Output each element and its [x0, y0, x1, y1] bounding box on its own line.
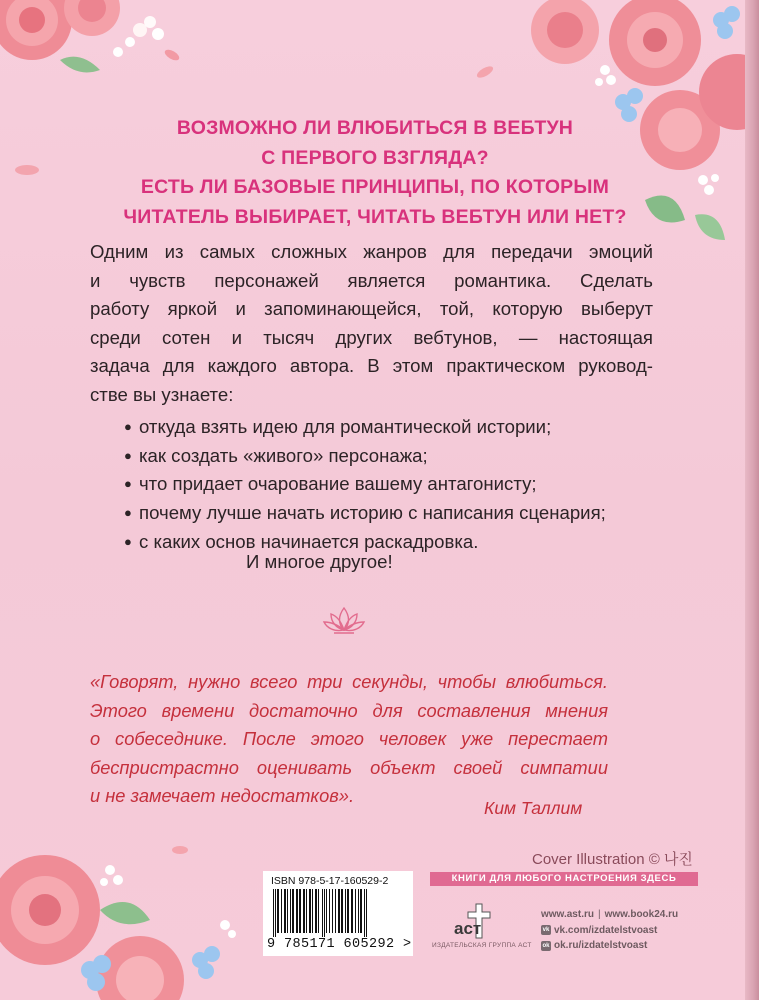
bullet-icon: ● [124, 476, 132, 492]
barcode-bar [309, 889, 311, 933]
barcode-bar [335, 889, 336, 933]
barcode-bar [355, 889, 356, 933]
quote-author: Ким Таллим [484, 798, 583, 818]
barcode-bar [273, 889, 274, 937]
paragraph-line: задача для каждого автора. В этом практическом руковод- [90, 355, 653, 377]
flowers-top-left-decoration [0, 0, 200, 90]
paragraph-line: работу яркой и запоминающейся, той, которую выберут [90, 298, 653, 320]
barcode-bar [326, 889, 327, 933]
barcode-digits: 9 785171 605292 > [267, 937, 412, 952]
headline [95, 114, 655, 232]
barcode-bar [347, 889, 349, 933]
paragraph-line: Одним из самых сложных жанров для передачи эмоций [90, 241, 653, 262]
barcode-bar [306, 889, 307, 933]
book-spine-edge [745, 0, 759, 1000]
flowers-bottom-left-decoration [0, 830, 270, 1000]
closing-line: И многое другое! [246, 551, 393, 572]
barcode-bar [303, 889, 305, 933]
link-book24[interactable]: www.book24.ru [604, 909, 679, 920]
barcode-bar [287, 889, 288, 933]
list-item: ● почему лучше начать историю с написания сценария; [124, 499, 644, 528]
cover-illustration-credit: Cover Illustration © 나진 [532, 851, 693, 868]
barcode-bar [292, 889, 294, 933]
lotus-icon [322, 604, 366, 636]
barcode-bar [366, 889, 367, 937]
barcode-bar [318, 889, 319, 933]
link-vk[interactable]: vk.com/izdatelstvoast [554, 924, 658, 936]
bullet-icon: ● [124, 533, 132, 549]
publisher-caption: ИЗДАТЕЛЬСКАЯ ГРУППА АСТ [432, 942, 532, 949]
link-ast[interactable]: www.ast.ru [541, 909, 594, 920]
barcode-bar [341, 889, 343, 933]
barcode-bar [299, 889, 301, 933]
barcode-bar [315, 889, 317, 933]
publisher-links [541, 907, 678, 954]
barcode-bar [358, 889, 359, 933]
barcode-bar [277, 889, 279, 933]
quote-line: о собеседнике. После этого человек уже перестает [90, 728, 608, 749]
description-paragraph [90, 238, 653, 410]
vk-icon: vk [542, 927, 550, 934]
barcode-bar [364, 889, 365, 937]
barcode-bar [324, 889, 325, 937]
topics-list [124, 413, 644, 557]
list-item: ● как создать «живого» персонажа; [124, 442, 644, 471]
barcode-bar [360, 889, 362, 933]
barcode-bar [296, 889, 298, 933]
barcode-bar [290, 889, 291, 933]
headline-line: ВОЗМОЖНО ЛИ ВЛЮБИТЬСЯ В ВЕБТУН [176, 117, 574, 139]
publisher-logo [452, 902, 494, 942]
bullet-icon: ● [124, 505, 132, 521]
paragraph-line: среди сотен и тысяч других вебтунов, — настоящая [90, 326, 653, 348]
list-item: ● с каких основ начинается раскадровка. [124, 528, 644, 557]
quote-line: «Говорят, нужно всего три секунды, чтобы влюбиться. [90, 671, 608, 692]
headline-line: ЧИТАТЕЛЬ ВЫБИРАЕТ, ЧИТАТЬ ВЕБТУН ИЛИ НЕТ? [123, 205, 627, 228]
quote-line: беспристрастно оценивать объект своей симпатии [90, 756, 608, 778]
barcode-bar [322, 889, 323, 937]
barcode-bar [275, 889, 276, 937]
isbn-barcode [263, 871, 413, 956]
quote-line: и не замечает недостатков». [90, 785, 355, 806]
quote-block [90, 668, 608, 811]
petal-left-decoration [12, 160, 42, 180]
barcode-bar [281, 889, 282, 933]
publisher-logo-text: аст [454, 919, 482, 938]
barcode-bar [351, 889, 353, 933]
isbn-label: ISBN 978-5-17-160529-2 [271, 875, 389, 887]
bullet-icon: ● [124, 419, 132, 434]
paragraph-line: и чувств персонажей является романтика. Сделать [90, 269, 653, 291]
barcode-bar [332, 889, 333, 933]
barcode-bar [329, 889, 330, 933]
barcode-bar [312, 889, 313, 933]
bullet-icon: ● [124, 447, 132, 463]
tagline-banner: КНИГИ ДЛЯ ЛЮБОГО НАСТРОЕНИЯ ЗДЕСЬ [430, 872, 698, 886]
barcode-bar [338, 889, 340, 933]
barcode-icon [271, 889, 405, 937]
ok-icon: ok [542, 942, 550, 949]
headline-line: С ПЕРВОГО ВЗГЛЯДА? [261, 146, 489, 169]
paragraph-line: стве вы узнаете: [90, 383, 234, 405]
barcode-bar [284, 889, 286, 933]
link-ok[interactable]: ok.ru/izdatelstvoast [554, 940, 648, 951]
quote-line: Этого времени достаточно для составления мнения [90, 699, 608, 721]
list-item: ● что придает очарование вашему антагонисту; [124, 470, 644, 499]
link-separator: | [597, 909, 601, 920]
headline-line: ЕСТЬ ЛИ БАЗОВЫЕ ПРИНЦИПЫ, ПО КОТОРЫМ [140, 176, 610, 198]
list-item: ● откуда взять идею для романтической истории; [124, 413, 644, 442]
barcode-bar [345, 889, 346, 933]
